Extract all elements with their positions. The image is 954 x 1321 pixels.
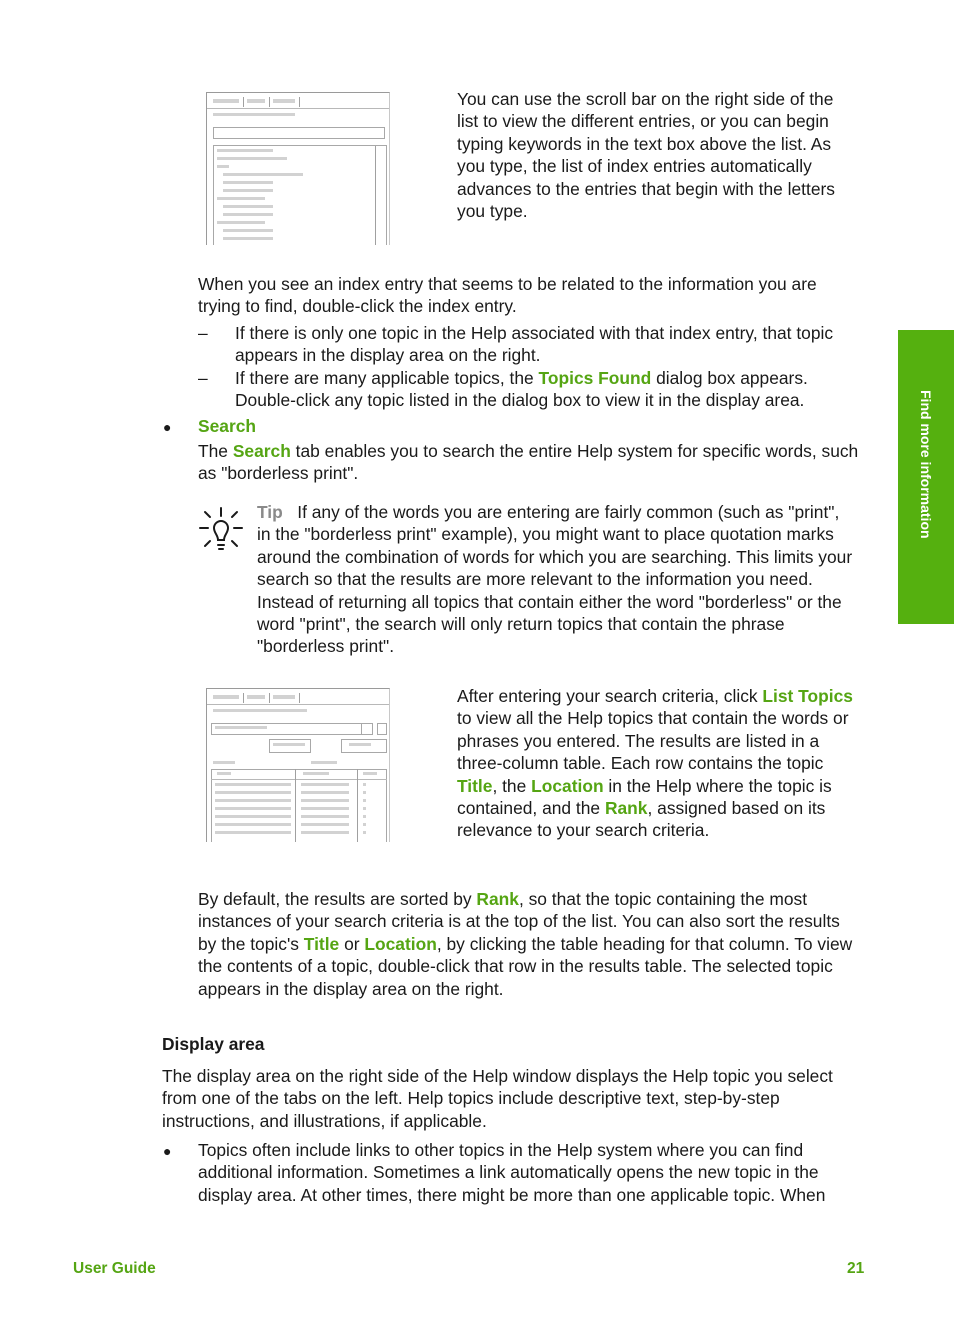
chapter-side-tab-label: Find more information [918, 390, 934, 539]
tip-text: If any of the words you are entering are fairly common (such as "print", in the "borderless print" example), you might want to place quotation marks around the combination of words for which you are searching. This limits your search so that the results are more relevant to the information you need. Instead of returning all topics that contain either the word "borderless" or the word "print", the search will only return topics that contain the phrase "borderless print". [257, 502, 853, 657]
caption-post: , assigned based on its relevance to your search criteria. [457, 798, 826, 841]
index-item-many-topics-pre: If there are many applicable topics, the [235, 368, 539, 388]
search-screenshot-caption [457, 685, 857, 842]
index-item-many-topics [235, 367, 855, 412]
search-intro-post: tab enables you to search the entire Help system for specific words, such as "borderless print". [198, 441, 859, 484]
dash-marker-2: – [198, 368, 208, 388]
search-heading: Search [198, 416, 257, 436]
sort-mid-2: or [339, 933, 365, 954]
chapter-side-tab [898, 330, 954, 624]
topics-found-term: Topics Found [538, 368, 652, 388]
index-item-many-topics-post: dialog box appears. Double-click any topic listed in the dialog box to view it in the display area. [235, 368, 808, 411]
search-bullet: ● [163, 419, 172, 435]
sort-title-term: Title [303, 933, 340, 954]
location-term: Location [531, 775, 604, 796]
title-term: Title [457, 775, 493, 796]
caption-mid-1: to view all the Help topics that contain the words or phrases you entered. The results are listed in a three-column table. Each row contains the topic [457, 708, 849, 774]
tip-paragraph [257, 501, 857, 658]
display-area-paragraph: The display area on the right side of the Help window displays the Help topic you select from one of the tabs on the left. Help topics include descriptive text, step-by-step instructions, and illustrations, if applicable. [162, 1066, 833, 1131]
lightbulb-icon [199, 506, 243, 554]
page-number: 21 [847, 1260, 865, 1277]
display-bullet: ● [163, 1143, 172, 1159]
display-area-heading: Display area [162, 1034, 265, 1054]
index-tab-screenshot [206, 92, 390, 245]
search-tab-screenshot [206, 688, 390, 842]
sort-location-term: Location [364, 933, 437, 954]
display-bullet-text: Topics often include links to other topics in the Help system where you can find additional information. Sometimes a link automatically opens the new topic in the display area. At other times, there might be more than one applicable topic. When [198, 1140, 826, 1205]
footer-guide-title: User Guide [73, 1260, 156, 1277]
index-screenshot-caption: You can use the scroll bar on the right side of the list to view the different entries, or you can begin typing keywords in the text box above the list. As you type, the list of index entries automatically advances to the entries that begin with the letters you type. [457, 89, 835, 222]
index-item-single-topic: If there is only one topic in the Help associated with that index entry, that topic appears in the display area on the right. [235, 323, 834, 366]
sort-post: , by clicking the table heading for that column. To view the contents of a topic, double-click that row in the results table. The selected topic appears in the display area on the right. [198, 933, 853, 999]
search-intro-pre: The [198, 441, 233, 461]
tip-label: Tip [257, 502, 283, 522]
caption-mid-3: in the Help where the topic is contained, and the [457, 775, 832, 819]
sort-pre: By default, the results are sorted by [198, 889, 477, 909]
caption-pre: After entering your search criteria, click [457, 686, 763, 706]
dash-marker-1: – [198, 323, 208, 343]
search-intro [198, 440, 863, 485]
double-click-paragraph: When you see an index entry that seems to be related to the information you are trying to find, double-click the index entry. [198, 274, 817, 317]
list-topics-term: List Topics [762, 686, 853, 706]
sort-rank-term: Rank [476, 889, 519, 909]
sort-paragraph [198, 888, 863, 1000]
search-term: Search [232, 441, 291, 461]
rank-term: Rank [604, 798, 648, 819]
caption-mid-2: , the [492, 775, 532, 796]
sort-mid-1: , so that the topic containing the most instances of your search criteria is at the top of the list. You can also sort the results by the topic's [198, 889, 840, 954]
